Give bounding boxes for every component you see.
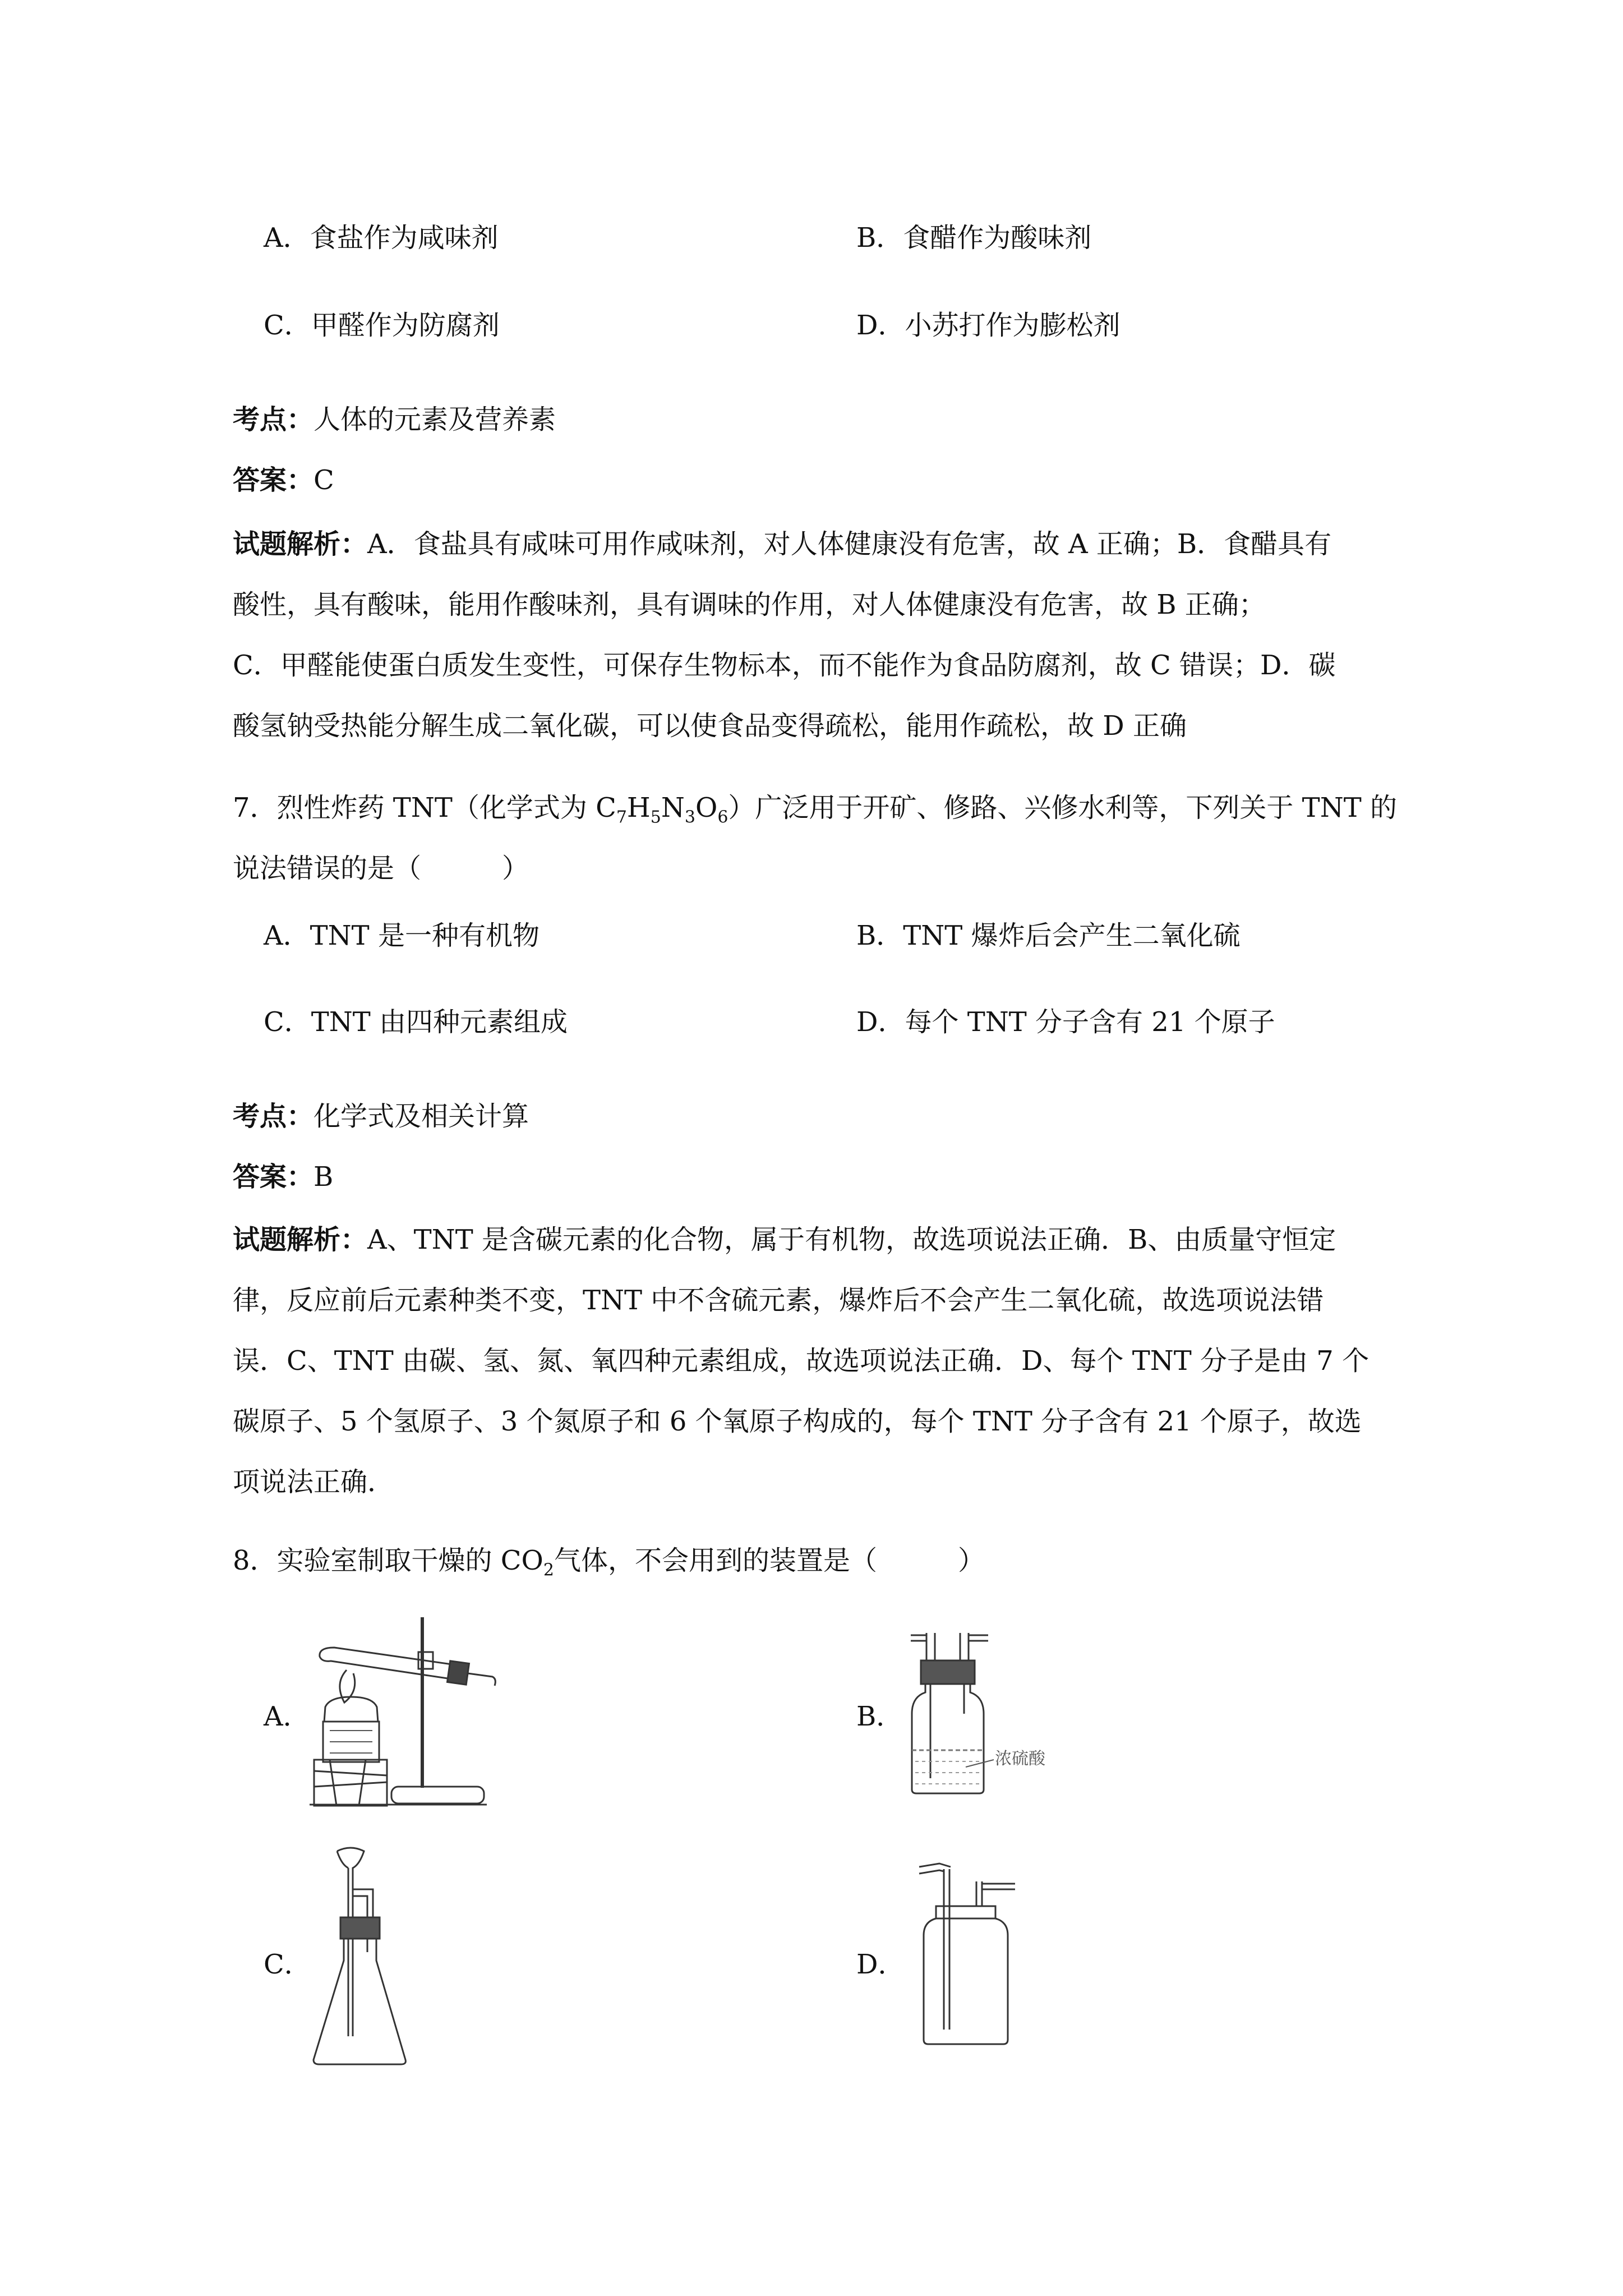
q7-analysis — [233, 1209, 1399, 1512]
q7-option-a: A．TNT 是一种有机物 — [264, 920, 540, 951]
q7-answer-label: 答案： — [233, 1161, 314, 1193]
q7-analysis-line-1: 试题解析：A、TNT 是含碳元素的化合物，属于有机物，故选项说法正确．B、由质量守恒定 — [233, 1224, 1336, 1255]
q6-analysis-label: 试题解析： — [233, 528, 368, 560]
q6-option-a: A．食盐作为咸味剂 — [264, 222, 499, 254]
q6-kaodian-label: 考点： — [233, 404, 314, 435]
q8-label-a: A． — [264, 1701, 310, 1732]
q7-kaodian-text: 化学式及相关计算 — [313, 1101, 529, 1132]
q7-stem-line-1: 7．烈性炸药 TNT（化学式为 $C_7H_5N_3O_6$）广泛用于开矿、修路、兴修水利等，下列关于 TNT 的 — [233, 792, 1397, 827]
q6-answer-text: C — [313, 464, 334, 496]
q6-analysis-line-2: 酸性，具有酸味，能用作酸味剂，具有调味的作用，对人体健康没有危害，故 B 正确； — [233, 589, 1266, 620]
q6-option-c: C．甲醛作为防腐剂 — [264, 310, 500, 341]
figure-b-label: 浓硫酸 — [995, 1749, 1045, 1769]
q6-option-b: B．食醋作为酸味剂 — [856, 222, 1092, 254]
q7-kaodian-label: 考点： — [233, 1101, 314, 1132]
q8-label-c: C． — [264, 1949, 311, 1980]
q8-label-d: D． — [856, 1949, 905, 1980]
q7-analysis-line-5: 项说法正确． — [233, 1466, 395, 1498]
q8-stem: 8．实验室制取干燥的 $CO_2$气体，不会用到的装置是（ ） — [233, 1545, 985, 1580]
q6-analysis-line-3: C．甲醛能使蛋白质发生变性，可保存生物标本，而不能作为食品防腐剂，故 C 错误；D．碳 — [233, 650, 1336, 681]
q7-kaodian — [233, 1099, 529, 1133]
q7-option-c: C．TNT 由四种元素组成 — [264, 1006, 568, 1038]
figure-b-wash-bottle — [904, 1630, 1075, 1798]
q6-answer — [233, 463, 334, 497]
q6-kaodian — [233, 403, 556, 436]
figure-c-flask-apparatus — [311, 1846, 412, 2070]
q7-analysis-line-4: 碳原子、5 个氢原子、3 个氮原子和 6 个氧原子构成的，每个 TNT 分子含有 21 个原子，故选 — [233, 1406, 1362, 1437]
figure-a-heating-apparatus — [307, 1607, 501, 1815]
q7-stem-line-2: 说法错误的是（ ） — [233, 853, 529, 884]
q6-answer-label: 答案： — [233, 464, 314, 496]
q7-analysis-label: 试题解析： — [233, 1224, 368, 1255]
q6-option-d: D．小苏打作为膨松剂 — [856, 310, 1121, 341]
figure-d-collecting-bottle — [917, 1861, 1023, 2052]
q7-analysis-line-2: 律，反应前后元素种类不变，TNT 中不含硫元素，爆炸后不会产生二氧化硫，故选项说法错 — [233, 1285, 1324, 1316]
q8-label-b: B． — [856, 1701, 903, 1732]
q7-answer-text: B — [313, 1161, 334, 1193]
q6-analysis — [233, 514, 1399, 756]
q6-kaodian-text: 人体的元素及营养素 — [313, 404, 556, 435]
q6-analysis-line-1: 试题解析：A．食盐具有咸味可用作咸味剂，对人体健康没有危害，故 A 正确；B．食醋具有 — [233, 528, 1332, 560]
q6-analysis-line-4: 酸氢钠受热能分解生成二氧化碳，可以使食品变得疏松，能用作疏松，故 D 正确 — [233, 710, 1187, 742]
q7-option-b: B．TNT 爆炸后会产生二氧化硫 — [856, 920, 1241, 951]
q7-option-d: D．每个 TNT 分子含有 21 个原子 — [856, 1006, 1275, 1038]
q7-answer — [233, 1160, 333, 1194]
q7-analysis-line-3: 误．C、TNT 由碳、氢、氮、氧四种元素组成，故选项说法正确．D、每个 TNT 分子是由 7 个 — [233, 1345, 1370, 1377]
